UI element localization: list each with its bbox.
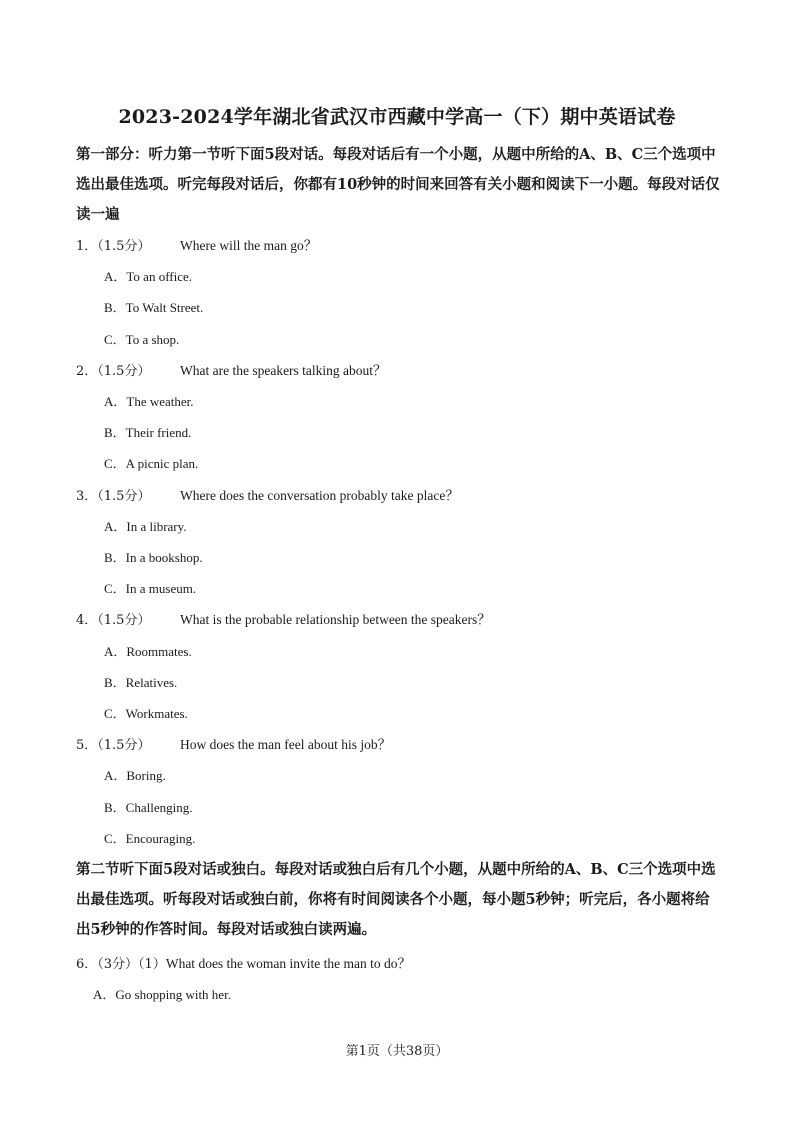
question-2 — [76, 362, 387, 381]
question-number: 6．（3分）（1） — [76, 957, 166, 972]
question-3 — [76, 487, 459, 506]
question-text: What is the probable relationship between the speakers？ — [180, 612, 491, 627]
option-3b: B．In a bookshop. — [104, 550, 203, 565]
page-footer: 第1页（共38页） — [345, 1044, 449, 1059]
option-5b: B．Challenging. — [104, 800, 193, 815]
option-4c: C．Workmates. — [104, 706, 188, 721]
option-3c: C．In a museum. — [104, 581, 197, 596]
option-1a: A．To an office. — [104, 269, 193, 284]
question-number: 4．（1.5分） — [76, 613, 151, 628]
question-5 — [76, 736, 391, 755]
question-text: What does the woman invite the man to do？ — [165, 956, 412, 971]
section2-instructions: 第二节听下面5段对话或独白。每段对话或独白后有几个小题，从题中所给的A、B、C三个选项中选出最佳选项。听每段对话或独白前，你将有时间阅读各个小题，每小题5秒钟；听完后，各小题将给出5秒钟的作答时间。每段对话或独白读两遍。 — [76, 861, 716, 938]
question-number: 5．（1.5分） — [76, 738, 151, 753]
question-number: 3．（1.5分） — [76, 489, 151, 504]
option-2b: B．Their friend. — [104, 425, 192, 440]
option-2a: A．The weather. — [104, 394, 194, 409]
question-4 — [76, 611, 491, 630]
option-5c: C．Encouraging. — [104, 831, 196, 846]
question-text: What are the speakers talking about？ — [180, 363, 387, 378]
option-2c: C．A picnic plan. — [104, 456, 199, 471]
question-text: Where will the man go？ — [180, 238, 318, 253]
option-5a: A．Boring. — [104, 768, 166, 783]
option-4b: B．Relatives. — [104, 675, 178, 690]
option-1c: C．To a shop. — [104, 332, 180, 347]
option-4a: A．Roommates. — [104, 644, 192, 659]
question-text: Where does the conversation probably take place？ — [180, 488, 459, 503]
exam-title: 2023-2024学年湖北省武汉市西藏中学高一（下）期中英语试卷 — [118, 106, 676, 128]
option-1b: B．To Walt Street. — [104, 300, 204, 315]
section1-instructions: 第一部分：听力第一节听下面5段对话。每段对话后有一个小题，从题中所给的A、B、C三个选项中选出最佳选项。听完每段对话后，你都有10秒钟的时间来回答有关小题和阅读下一小题。每段对话仅读一遍 — [76, 146, 720, 223]
question-text: How does the man feel about his job？ — [180, 737, 392, 752]
option-3a: A．In a library. — [104, 519, 187, 534]
question-1 — [76, 237, 317, 256]
question-number: 2．（1.5分） — [76, 364, 151, 379]
question-6 — [76, 955, 411, 974]
question-number: 1．（1.5分） — [76, 239, 151, 254]
option-6a: A．Go shopping with her. — [93, 987, 231, 1002]
